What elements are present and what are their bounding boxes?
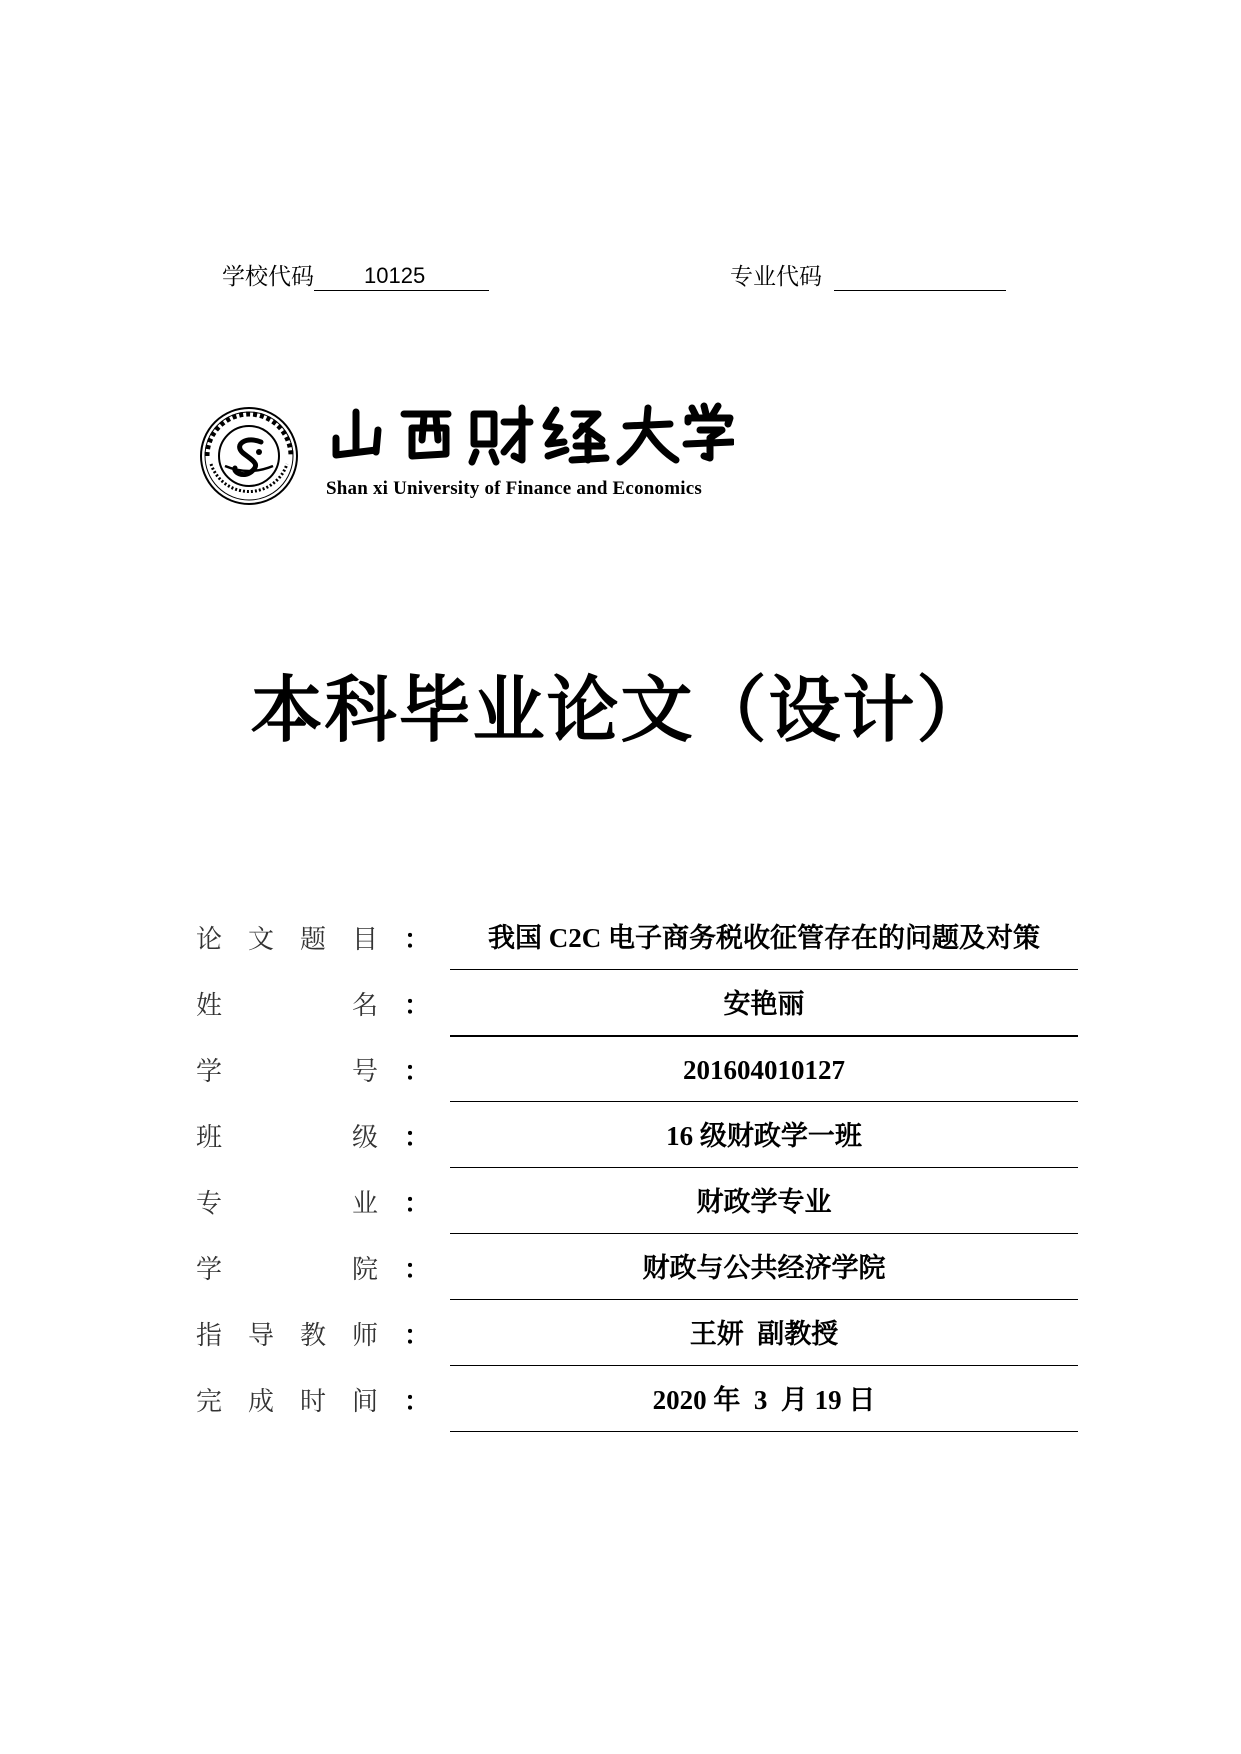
info-label-char: 文 (247, 925, 274, 955)
university-seal-icon (199, 406, 299, 506)
info-label-char: 论 (196, 925, 223, 955)
info-value-class: 16 级财政学一班 (450, 1103, 1078, 1168)
info-label-char: 班 (196, 1123, 223, 1153)
info-label-char: 教 (299, 1321, 326, 1351)
info-colon: ： (404, 925, 431, 955)
info-value-completion-date: 2020 年 3 月 19 日 (450, 1367, 1078, 1432)
info-label-char: 姓 (196, 991, 223, 1021)
info-label-char: 专 (196, 1189, 223, 1219)
info-label-thesis-title (196, 919, 378, 953)
info-label-char: 名 (351, 991, 378, 1021)
info-colon: ： (404, 991, 431, 1021)
info-label-student-id (196, 1051, 378, 1085)
info-label-student-name (196, 985, 378, 1019)
university-calligraphy-logo (326, 400, 734, 470)
info-row-advisor (196, 1301, 1078, 1367)
university-english-name: Shan xi University of Finance and Economics (326, 478, 702, 499)
info-row-major (196, 1169, 1078, 1235)
info-label-char: 导 (247, 1321, 274, 1351)
page-title: 本科毕业论文（设计） (250, 668, 991, 752)
major-code (730, 258, 1006, 291)
info-row-thesis-title (196, 905, 1078, 971)
info-label-char: 级 (351, 1123, 378, 1153)
school-code-label: 学校代码 (222, 264, 314, 290)
info-value-student-name: 安艳丽 (450, 971, 1078, 1037)
info-label-char: 完 (196, 1387, 223, 1417)
info-label-college (196, 1249, 378, 1283)
info-label-char: 间 (351, 1387, 378, 1417)
info-colon: ： (404, 1123, 431, 1153)
info-label-char: 号 (351, 1057, 378, 1087)
info-value-student-id: 201604010127 (450, 1037, 1078, 1102)
info-label-class (196, 1117, 378, 1151)
info-label-char: 目 (351, 925, 378, 955)
info-label-completion-date (196, 1381, 378, 1415)
info-label-char: 成 (247, 1387, 274, 1417)
thesis-info-table (196, 905, 1078, 1433)
info-label-char: 题 (299, 925, 326, 955)
school-code-field (314, 262, 489, 291)
major-code-label: 专业代码 (730, 264, 822, 290)
info-label-char: 院 (351, 1255, 378, 1285)
info-row-college (196, 1235, 1078, 1301)
info-label-char: 学 (196, 1255, 223, 1285)
info-row-class (196, 1103, 1078, 1169)
info-row-student-id (196, 1037, 1078, 1103)
info-value-thesis-title: 我国 C2C 电子商务税收征管存在的问题及对策 (450, 905, 1078, 970)
info-label-char: 师 (351, 1321, 378, 1351)
info-row-student-name (196, 971, 1078, 1037)
info-label-advisor (196, 1315, 378, 1349)
info-colon: ： (404, 1321, 431, 1351)
info-value-advisor: 王妍 副教授 (450, 1301, 1078, 1366)
info-label-char: 学 (196, 1057, 223, 1087)
info-value-college: 财政与公共经济学院 (450, 1235, 1078, 1300)
major-code-field (834, 262, 1006, 291)
info-colon: ： (404, 1057, 431, 1087)
school-code-value: 10125 (364, 263, 426, 288)
info-colon: ： (404, 1387, 431, 1417)
info-colon: ： (404, 1189, 431, 1219)
info-row-completion-date (196, 1367, 1078, 1433)
info-label-char: 指 (196, 1321, 223, 1351)
info-colon: ： (404, 1255, 431, 1285)
info-label-char: 时 (299, 1387, 326, 1417)
info-value-major: 财政学专业 (450, 1169, 1078, 1234)
info-label-char: 业 (351, 1189, 378, 1219)
info-label-major (196, 1183, 378, 1217)
school-code (222, 258, 489, 291)
